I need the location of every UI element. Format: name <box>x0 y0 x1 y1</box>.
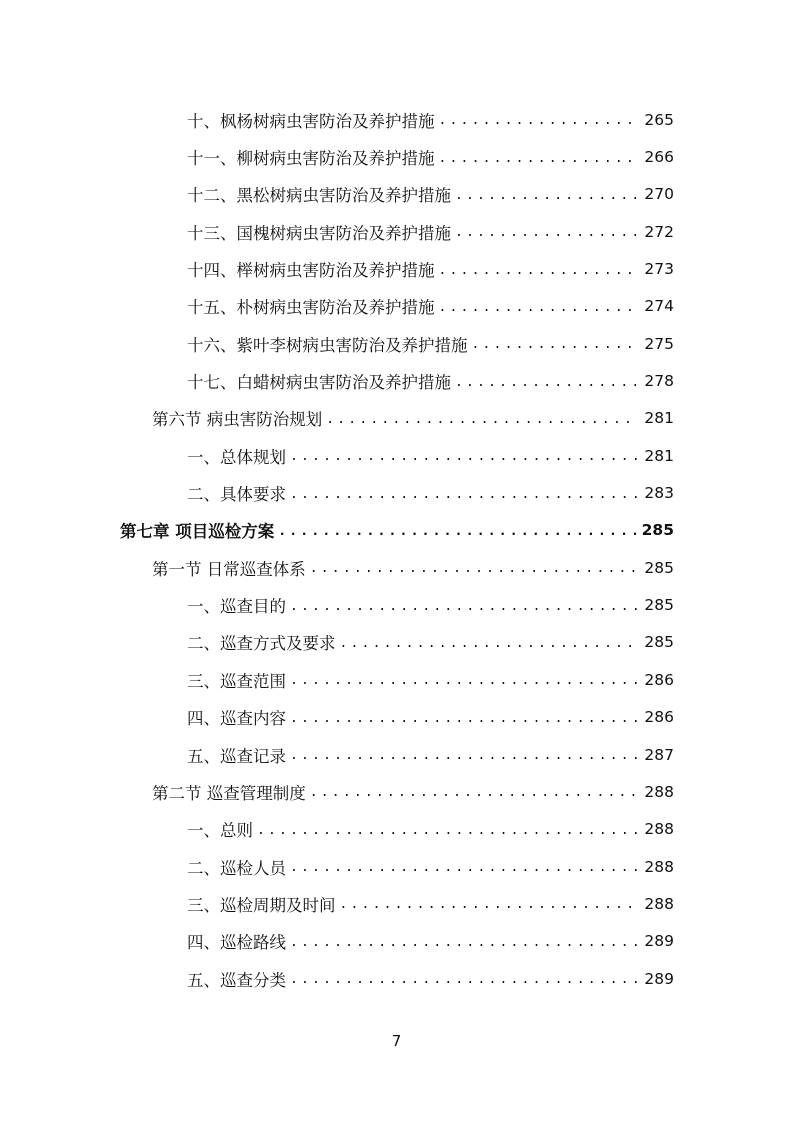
toc-entry-page-number: 289 <box>644 932 674 951</box>
toc-entry-label: 第七章 项目巡检方案 <box>120 522 275 542</box>
toc-entry-label: 十七、白蜡树病虫害防治及养护措施 <box>187 373 451 393</box>
toc-subsection-entry[interactable] <box>0 624 793 661</box>
toc-dot-leader <box>290 748 638 763</box>
toc-subsection-entry[interactable] <box>0 288 793 325</box>
toc-dot-leader <box>290 935 638 950</box>
toc-entry-label: 十四、榉树病虫害防治及养护措施 <box>187 261 435 281</box>
toc-entry-label: 三、巡检周期及时间 <box>187 895 336 915</box>
toc-subsection-entry[interactable] <box>0 661 793 698</box>
toc-entry-label: 十三、国槐树病虫害防治及养护措施 <box>187 223 451 243</box>
toc-entry-page-number: 281 <box>644 409 674 428</box>
toc-entry-label: 十五、朴树病虫害防治及养护措施 <box>187 298 435 318</box>
toc-entry-page-number: 288 <box>644 857 674 876</box>
toc-dot-leader <box>439 300 639 315</box>
toc-subsection-entry[interactable] <box>0 437 793 474</box>
toc-entry-page-number: 285 <box>641 521 674 540</box>
toc-subsection-entry[interactable] <box>0 101 793 138</box>
toc-dot-leader <box>439 113 639 128</box>
toc-entry-label: 五、巡查分类 <box>187 970 286 990</box>
toc-dot-leader <box>326 412 638 427</box>
toc-entry-label: 二、巡查方式及要求 <box>187 634 336 654</box>
toc-subsection-entry[interactable] <box>0 213 793 250</box>
toc-dot-leader <box>310 561 639 576</box>
toc-entry-label: 十二、黑松树病虫害防治及养护措施 <box>187 186 451 206</box>
toc-entry-label: 四、巡查内容 <box>187 709 286 729</box>
toc-dot-leader <box>340 897 639 912</box>
toc-entry-label: 五、巡查记录 <box>187 746 286 766</box>
toc-subsection-entry[interactable] <box>0 923 793 960</box>
toc-entry-page-number: 286 <box>644 708 674 727</box>
toc-entry-label: 一、总体规划 <box>187 447 286 467</box>
toc-entry-page-number: 281 <box>644 446 674 465</box>
toc-entry-label: 二、巡检人员 <box>187 858 286 878</box>
toc-entry-page-number: 288 <box>644 820 674 839</box>
table-of-contents <box>0 101 793 997</box>
toc-subsection-entry[interactable] <box>0 960 793 997</box>
toc-section-entry[interactable] <box>0 549 793 586</box>
toc-entry-page-number: 275 <box>644 334 674 353</box>
toc-entry-label: 一、总则 <box>187 821 253 841</box>
toc-chapter-entry[interactable] <box>0 512 793 549</box>
toc-entry-page-number: 289 <box>644 969 674 988</box>
toc-subsection-entry[interactable] <box>0 736 793 773</box>
toc-dot-leader <box>455 225 638 240</box>
toc-entry-page-number: 278 <box>644 372 674 391</box>
toc-dot-leader <box>290 673 638 688</box>
toc-entry-page-number: 285 <box>644 596 674 615</box>
toc-entry-page-number: 272 <box>644 222 674 241</box>
toc-entry-label: 一、巡查目的 <box>187 597 286 617</box>
toc-entry-label: 十、枫杨树病虫害防治及养护措施 <box>187 111 435 131</box>
toc-dot-leader <box>290 972 638 987</box>
toc-entry-page-number: 288 <box>644 894 674 913</box>
toc-dot-leader <box>290 487 638 502</box>
toc-entry-page-number: 287 <box>644 745 674 764</box>
toc-entry-page-number: 286 <box>644 670 674 689</box>
toc-section-entry[interactable] <box>0 773 793 810</box>
toc-entry-page-number: 265 <box>644 110 674 129</box>
toc-subsection-entry[interactable] <box>0 474 793 511</box>
toc-dot-leader <box>439 263 639 278</box>
toc-subsection-entry[interactable] <box>0 362 793 399</box>
toc-subsection-entry[interactable] <box>0 176 793 213</box>
toc-dot-leader <box>278 524 635 539</box>
toc-dot-leader <box>310 785 639 800</box>
toc-entry-label: 四、巡检路线 <box>187 933 286 953</box>
toc-dot-leader <box>340 636 639 651</box>
toc-subsection-entry[interactable] <box>0 138 793 175</box>
toc-entry-page-number: 270 <box>644 185 674 204</box>
toc-entry-page-number: 285 <box>644 633 674 652</box>
toc-entry-label: 第二节 巡查管理制度 <box>152 783 306 803</box>
toc-entry-page-number: 266 <box>644 148 674 167</box>
toc-entry-label: 十一、柳树病虫害防治及养护措施 <box>187 149 435 169</box>
toc-section-entry[interactable] <box>0 400 793 437</box>
toc-entry-page-number: 274 <box>644 297 674 316</box>
toc-subsection-entry[interactable] <box>0 250 793 287</box>
toc-dot-leader <box>290 711 638 726</box>
toc-entry-page-number: 285 <box>644 558 674 577</box>
toc-subsection-entry[interactable] <box>0 699 793 736</box>
toc-subsection-entry[interactable] <box>0 586 793 623</box>
toc-subsection-entry[interactable] <box>0 325 793 362</box>
toc-subsection-entry[interactable] <box>0 811 793 848</box>
toc-entry-page-number: 273 <box>644 260 674 279</box>
toc-dot-leader <box>290 449 638 464</box>
toc-entry-label: 十六、紫叶李树病虫害防治及养护措施 <box>187 335 468 355</box>
toc-dot-leader <box>455 188 638 203</box>
toc-subsection-entry[interactable] <box>0 885 793 922</box>
toc-entry-label: 第一节 日常巡查体系 <box>152 559 306 579</box>
page-number: 7 <box>391 1032 402 1050</box>
toc-entry-label: 二、具体要求 <box>187 485 286 505</box>
toc-entry-page-number: 283 <box>644 484 674 503</box>
toc-entry-label: 第六节 病虫害防治规划 <box>152 410 323 430</box>
toc-dot-leader <box>472 337 639 352</box>
toc-subsection-entry[interactable] <box>0 848 793 885</box>
toc-dot-leader <box>290 599 638 614</box>
toc-entry-label: 三、巡查范围 <box>187 671 286 691</box>
toc-dot-leader <box>290 860 638 875</box>
toc-entry-page-number: 288 <box>644 782 674 801</box>
toc-dot-leader <box>257 823 638 838</box>
toc-dot-leader <box>455 375 638 390</box>
toc-dot-leader <box>439 151 639 166</box>
